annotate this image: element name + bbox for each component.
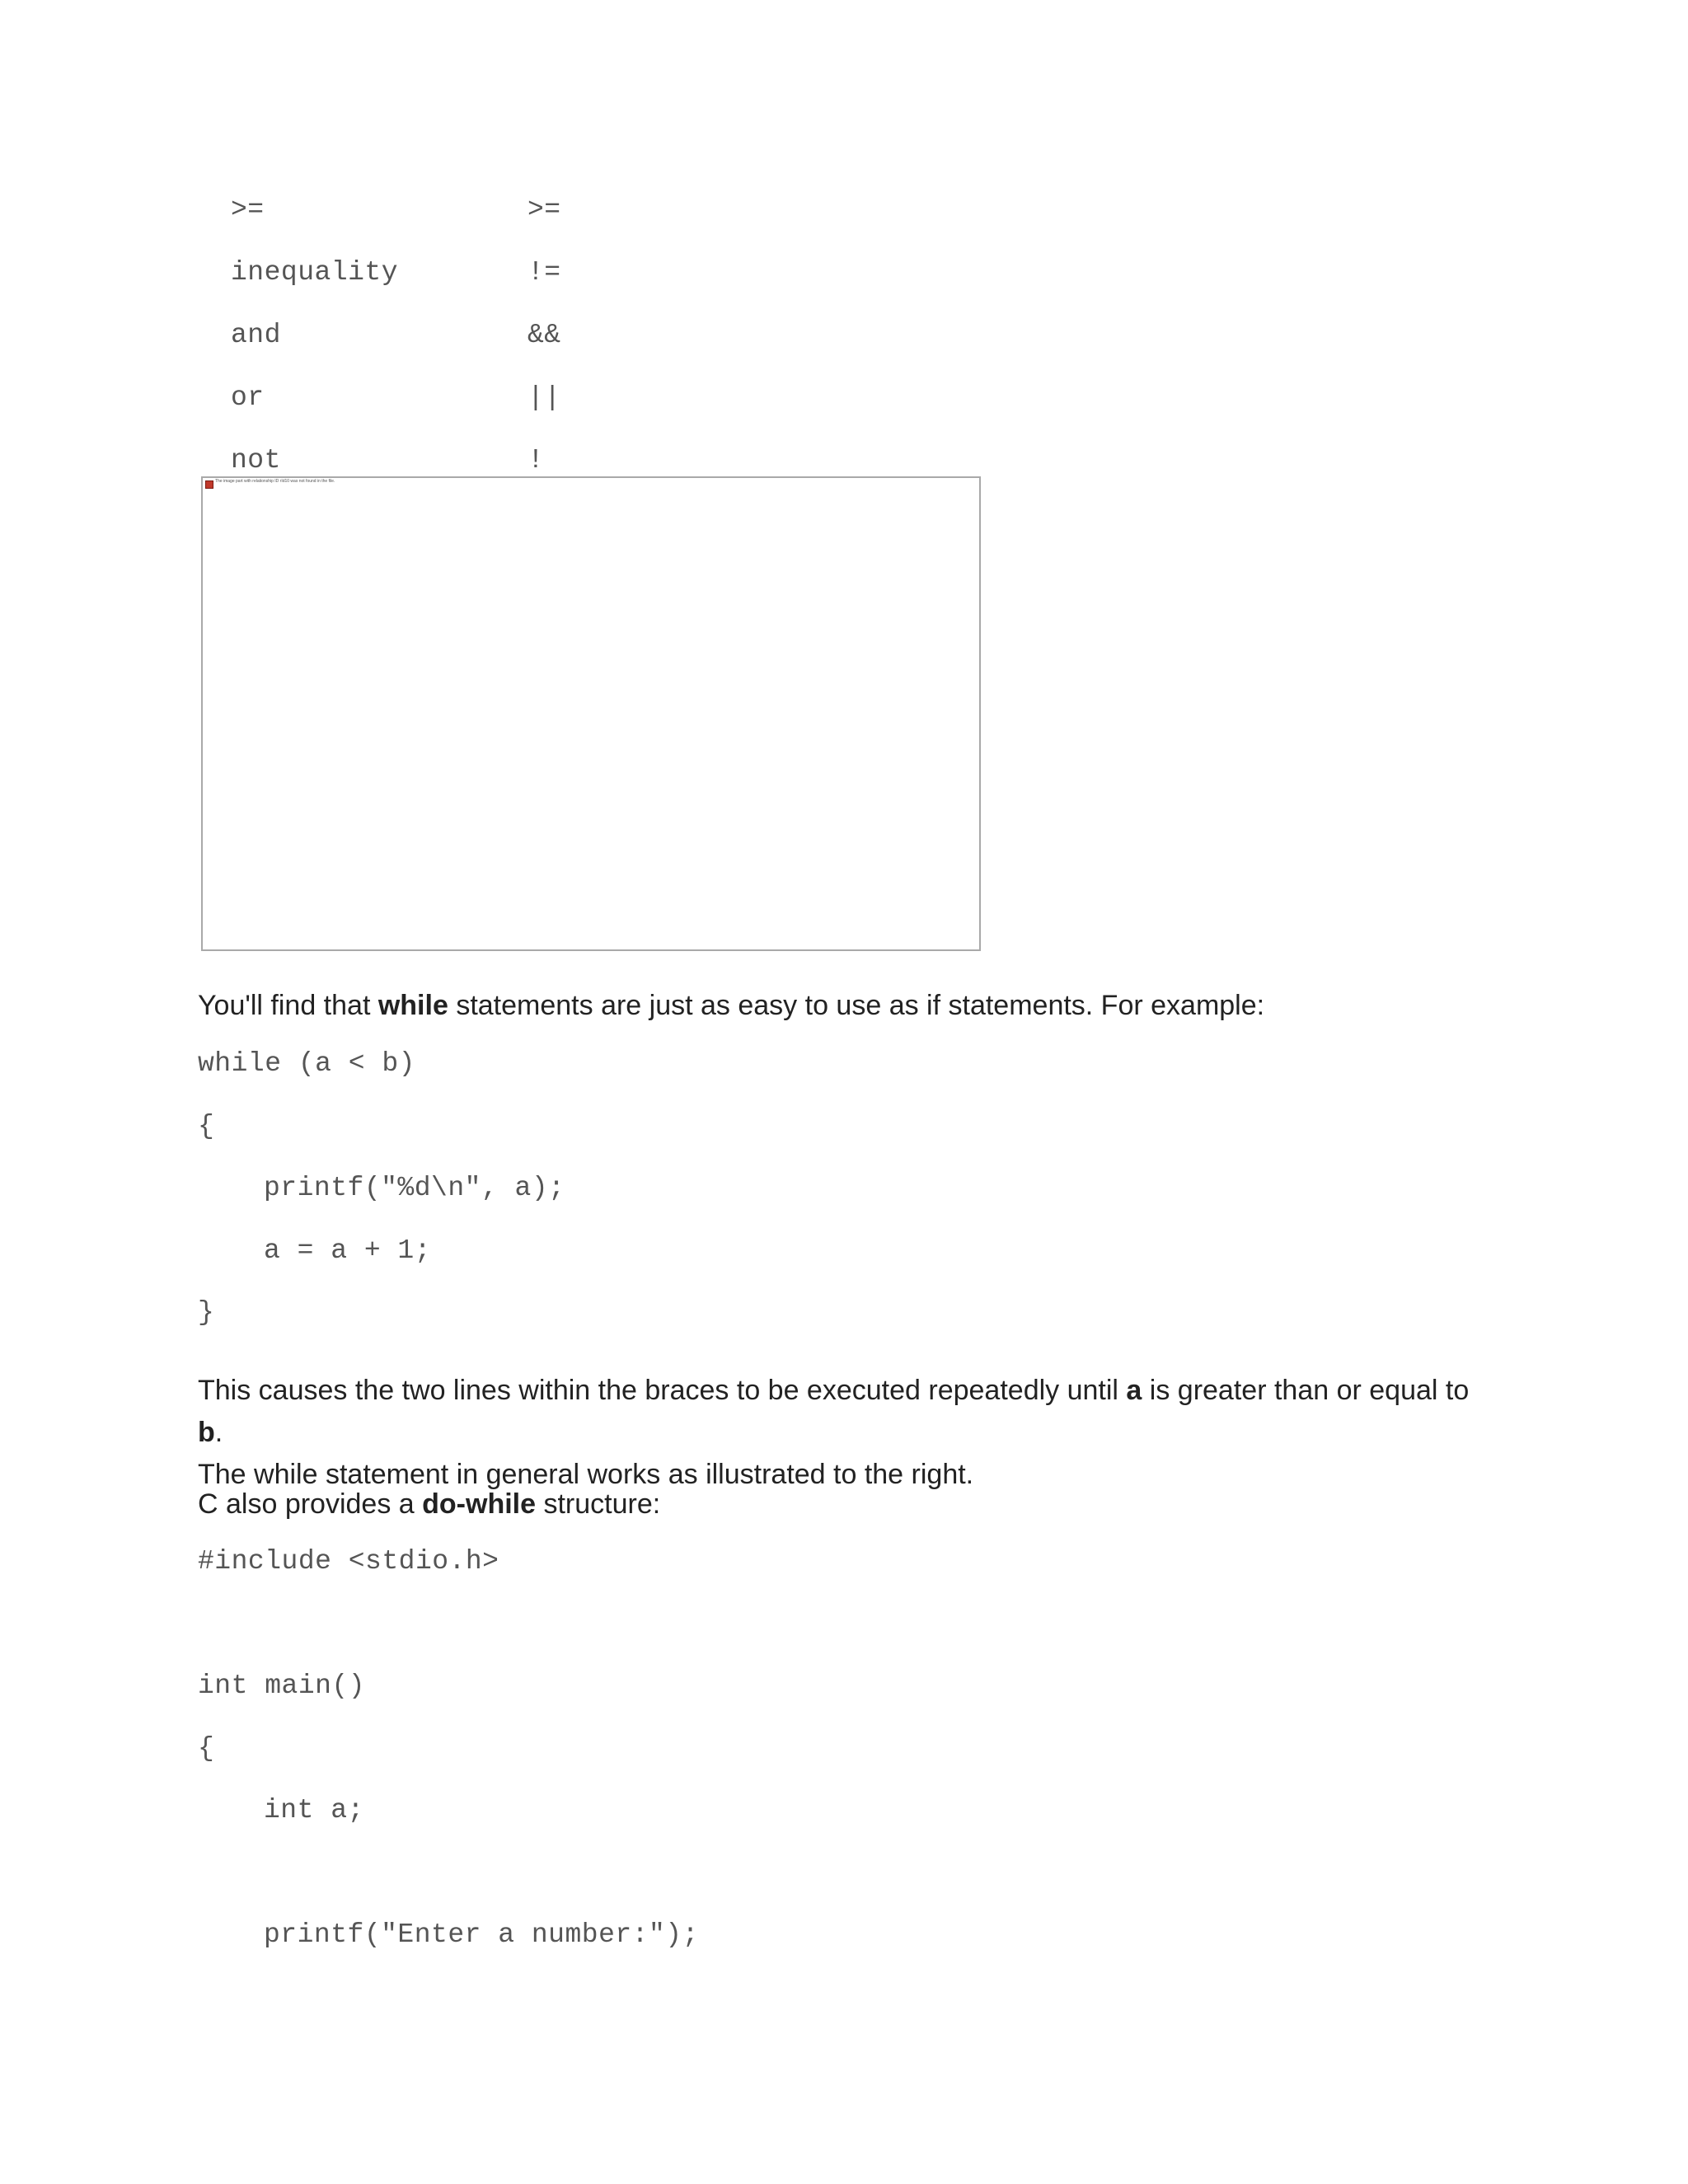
operator-name: inequality [231,257,399,288]
code-line: { [198,1732,215,1764]
code-line [198,1858,699,1920]
code-line: a = a + 1; [264,1235,432,1266]
paragraph-while-intro [198,985,1500,1027]
text: You'll find that [198,990,378,1021]
text: This causes the two lines within the braces to be executed repeatedly until [198,1375,1127,1406]
code-line: #include <stdio.h> [198,1546,499,1577]
var-b: b [198,1417,215,1448]
var-a: a [1126,1375,1142,1406]
code-block-while [198,1048,565,1360]
code-line [198,1609,699,1671]
text: statements are just as easy to use as if statements. For example: [448,990,1265,1021]
image-alt-text: The image part with relationship ID rId10 was not found in the file. [215,479,335,484]
operator-symbol: ! [528,445,545,476]
paragraph-do-while-intro [198,1483,1500,1526]
code-block-do-while [198,1546,699,1982]
keyword-do-while: do-while [422,1488,537,1520]
operator-symbol: || [528,382,561,413]
code-line: while (a < b) [198,1048,415,1079]
code-line: printf("Enter a number:"); [264,1919,699,1950]
code-line: { [198,1110,215,1141]
code-line: int main() [198,1671,366,1701]
operator-symbol: >= [528,194,561,225]
operator-name: and [231,320,281,350]
code-line: int a; [264,1795,364,1825]
operator-name: not [231,445,281,476]
broken-image-icon [205,480,213,489]
text: The while statement in general works as illustrated to the right. [198,1459,974,1490]
text: is greater than or equal to [1142,1375,1470,1406]
paragraph-while-explanation [198,1370,1500,1496]
operator-name: or [231,382,265,413]
code-line: printf("%d\n", a); [264,1173,565,1203]
text: C also provides a [198,1488,423,1520]
operator-symbol: && [528,320,561,350]
broken-image-placeholder [201,476,981,951]
code-line: } [198,1297,215,1328]
operator-symbol: != [528,257,561,288]
text: structure: [536,1488,661,1520]
keyword-while: while [377,990,448,1021]
text: . [214,1417,223,1448]
operator-name: >= [231,194,265,225]
